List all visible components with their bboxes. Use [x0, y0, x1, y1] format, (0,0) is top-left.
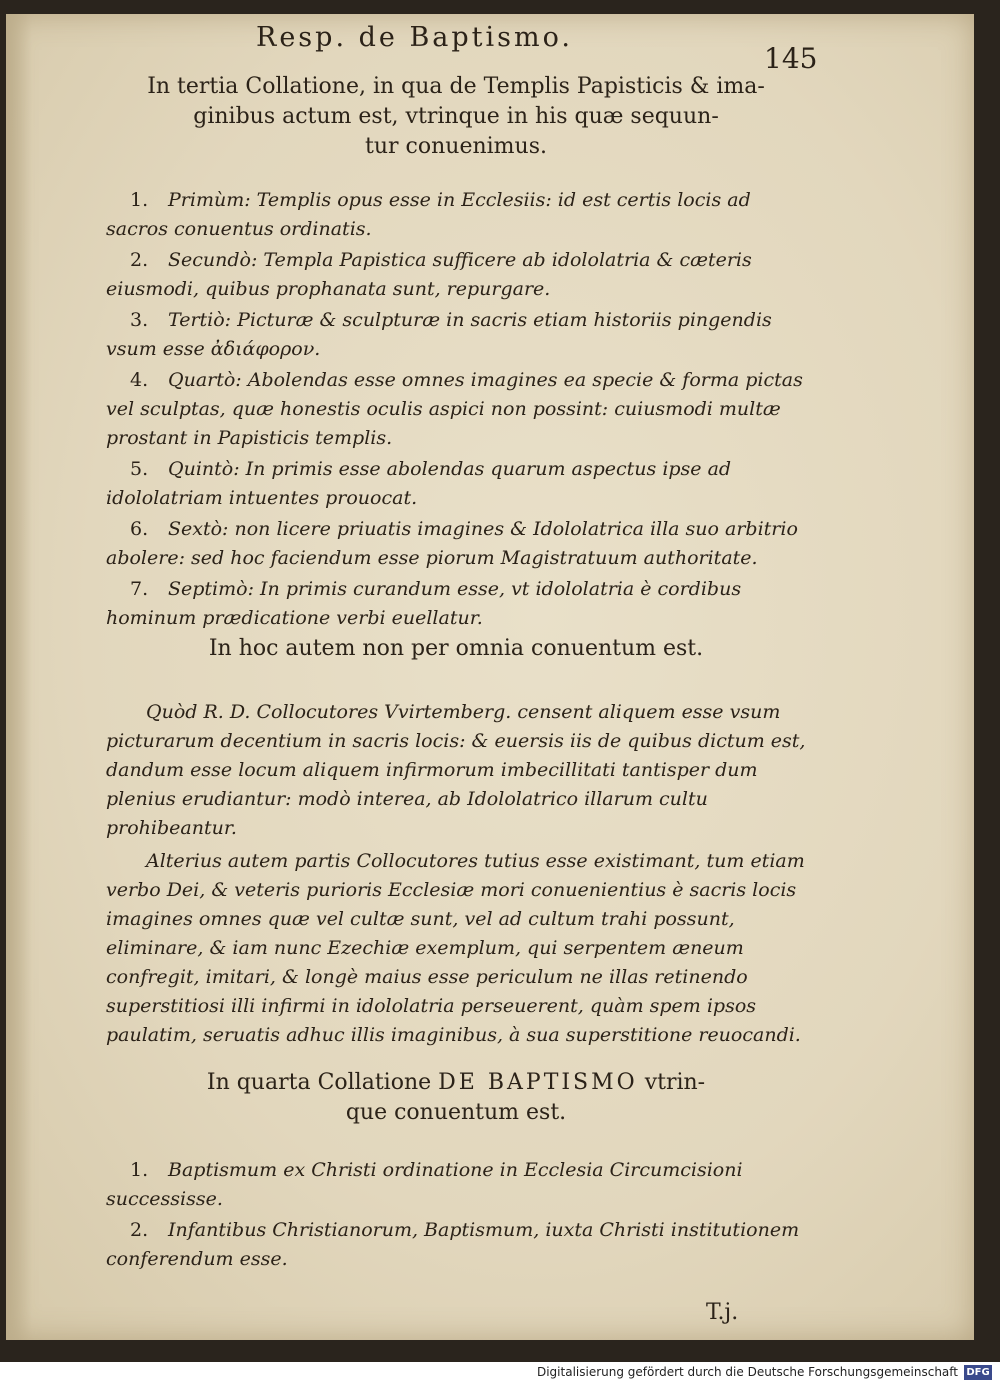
item-text: Sextò: non licere priuatis imagines & Idololatrica illa suo arbitrio abolere: sed hoc faciendum esse piorum Magistratuum authoritate.	[106, 518, 798, 569]
list-item	[106, 306, 806, 364]
heading-line: que conuentum est.	[345, 1100, 567, 1125]
section-heading-baptismo	[146, 1068, 766, 1128]
heading-caps: DE BAPTISMO	[438, 1070, 638, 1095]
articles-list-tertia	[106, 186, 806, 635]
list-item	[106, 186, 806, 244]
list-item	[106, 366, 806, 453]
list-item	[106, 455, 806, 513]
item-number: 7.	[130, 578, 149, 600]
item-text: Primùm: Templis opus esse in Ecclesiis: id est certis locis ad sacros conuentus ordinatis.	[106, 189, 751, 240]
item-number: 3.	[130, 309, 149, 331]
item-number: 1.	[130, 189, 149, 211]
paragraph: Alterius autem partis Collocutores tutius esse existimant, tum etiam verbo Dei, & veteris purioris Ecclesiæ mori conuenientius è sacris locis imagines omnes quæ vel cultæ sunt, vel ad cultum trahi possunt, eliminare, & iam nunc Ezechiæ exemplum, qui serpentem æneum confregit, imitari, & longè maius esse periculum ne illas retinendo superstitiosi illi infirmi in idololatria perseuerent, quàm spem ipsos paulatim, seruatis adhuc illis imaginibus, à sua superstitione reuocandi.	[106, 850, 805, 1046]
list-item	[106, 1216, 806, 1274]
heading-line: tur conuenimus.	[365, 134, 547, 159]
item-number: 4.	[130, 369, 149, 391]
heading-text: vtrin-	[644, 1070, 706, 1095]
item-text: Tertiò: Picturæ & sculpturæ in sacris etiam historiis pingendis vsum esse ἀδιάφορον.	[106, 309, 772, 360]
item-number: 5.	[130, 458, 149, 480]
dfg-logo: DFG	[964, 1365, 992, 1380]
item-number: 1.	[130, 1159, 149, 1181]
list-item	[106, 575, 806, 633]
heading-line: In tertia Collatione, in qua de Templis Papisticis & ima-	[147, 74, 765, 99]
item-number: 6.	[130, 518, 149, 540]
item-text: Secundò: Templa Papistica sufficere ab idololatria & cæteris eiusmodi, quibus prophanata sunt, repurgare.	[106, 249, 752, 300]
item-number: 2.	[130, 1219, 149, 1241]
list-item	[106, 1156, 806, 1214]
heading-line	[146, 1068, 766, 1098]
section-heading-tertia	[146, 72, 766, 162]
item-text: Quartò: Abolendas esse omnes imagines ea specie & forma pictas vel sculptas, quæ honestis oculis aspici non possint: cuiusmodi multæ prostant in Papisticis templis.	[106, 369, 803, 449]
funding-credit: Digitalisierung gefördert durch die Deutsche Forschungsgemeinschaft	[536, 1365, 958, 1379]
item-number: 2.	[130, 249, 149, 271]
signature-mark: T.j.	[706, 1300, 739, 1325]
paragraph: Quòd R. D. Collocutores Vvirtemberg. censent aliquem esse vsum picturarum decentium in sacris locis: & euersis iis de quibus dictum est, dandum esse locum aliquem infirmorum imbecillitati tantisper dum plenius erudiantur: modò interea, ab Idololatrico illarum cultu prohibeantur.	[106, 701, 806, 839]
item-text: Septimò: In primis curandum esse, vt idololatria è cordibus hominum prædicatione verbi euellatur.	[106, 578, 742, 629]
running-head: Resp. de Baptismo.	[256, 22, 573, 53]
list-item	[106, 246, 806, 304]
book-page	[6, 14, 974, 1340]
page-gutter	[6, 14, 32, 1340]
dissent-paragraphs	[106, 698, 811, 1054]
item-text: Infantibus Christianorum, Baptismum, iuxta Christi institutionem conferendum esse.	[106, 1219, 800, 1270]
footer-bar	[0, 1362, 1000, 1384]
heading-line: ginibus actum est, vtrinque in his quæ sequun-	[193, 104, 719, 129]
item-text: Baptismum ex Christi ordinatione in Ecclesia Circumcisioni successisse.	[106, 1159, 743, 1210]
section-heading-dissent: In hoc autem non per omnia conuentum est.	[208, 636, 704, 661]
list-item	[106, 515, 806, 573]
heading-text: In quarta Collatione	[206, 1070, 432, 1095]
articles-list-baptismo	[106, 1156, 806, 1276]
page-number: 145	[764, 42, 818, 75]
item-text: Quintò: In primis esse abolendas quarum aspectus ipse ad idololatriam intuentes prouocat.	[106, 458, 732, 509]
